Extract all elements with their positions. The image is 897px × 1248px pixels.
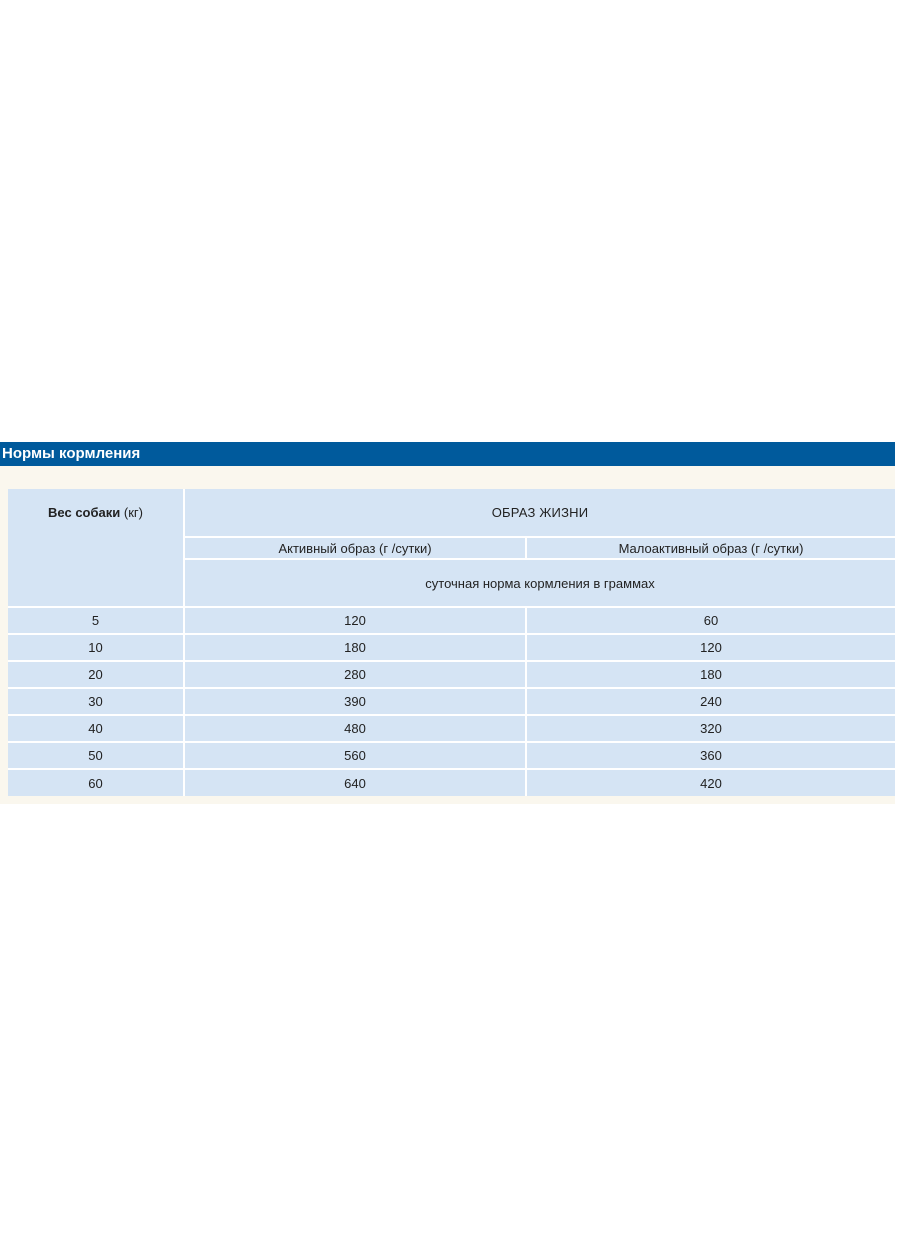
weight-cell: 5 <box>8 607 184 634</box>
active-cell: 560 <box>184 742 526 769</box>
section-title: Нормы кормления <box>0 442 895 466</box>
feeding-norms-section <box>0 442 895 804</box>
active-cell: 390 <box>184 688 526 715</box>
weight-cell: 10 <box>8 634 184 661</box>
weight-column-header <box>8 489 184 607</box>
low-active-cell: 320 <box>526 715 895 742</box>
active-cell: 280 <box>184 661 526 688</box>
active-cell: 480 <box>184 715 526 742</box>
weight-header-label: Вес собаки <box>48 505 121 520</box>
low-active-column-header: Малоактивный образ (г /сутки) <box>526 537 895 559</box>
weight-cell: 20 <box>8 661 184 688</box>
active-cell: 640 <box>184 769 526 796</box>
low-active-cell: 420 <box>526 769 895 796</box>
active-cell: 180 <box>184 634 526 661</box>
low-active-cell: 60 <box>526 607 895 634</box>
table-row <box>8 715 895 742</box>
table-row <box>8 607 895 634</box>
daily-norm-label: суточная норма кормления в граммах <box>184 559 895 607</box>
weight-cell: 60 <box>8 769 184 796</box>
table-row <box>8 769 895 796</box>
weight-cell: 50 <box>8 742 184 769</box>
table-row <box>8 742 895 769</box>
header-row-lifestyle <box>8 489 895 537</box>
table-row <box>8 634 895 661</box>
low-active-cell: 240 <box>526 688 895 715</box>
low-active-cell: 120 <box>526 634 895 661</box>
feeding-table <box>8 489 895 796</box>
active-cell: 120 <box>184 607 526 634</box>
feeding-table-wrapper <box>8 489 895 796</box>
table-row <box>8 688 895 715</box>
low-active-cell: 360 <box>526 742 895 769</box>
weight-header-unit: (кг) <box>123 505 143 520</box>
weight-cell: 40 <box>8 715 184 742</box>
lifestyle-header: ОБРАЗ ЖИЗНИ <box>184 489 895 537</box>
low-active-cell: 180 <box>526 661 895 688</box>
active-column-header: Активный образ (г /сутки) <box>184 537 526 559</box>
weight-cell: 30 <box>8 688 184 715</box>
table-row <box>8 661 895 688</box>
